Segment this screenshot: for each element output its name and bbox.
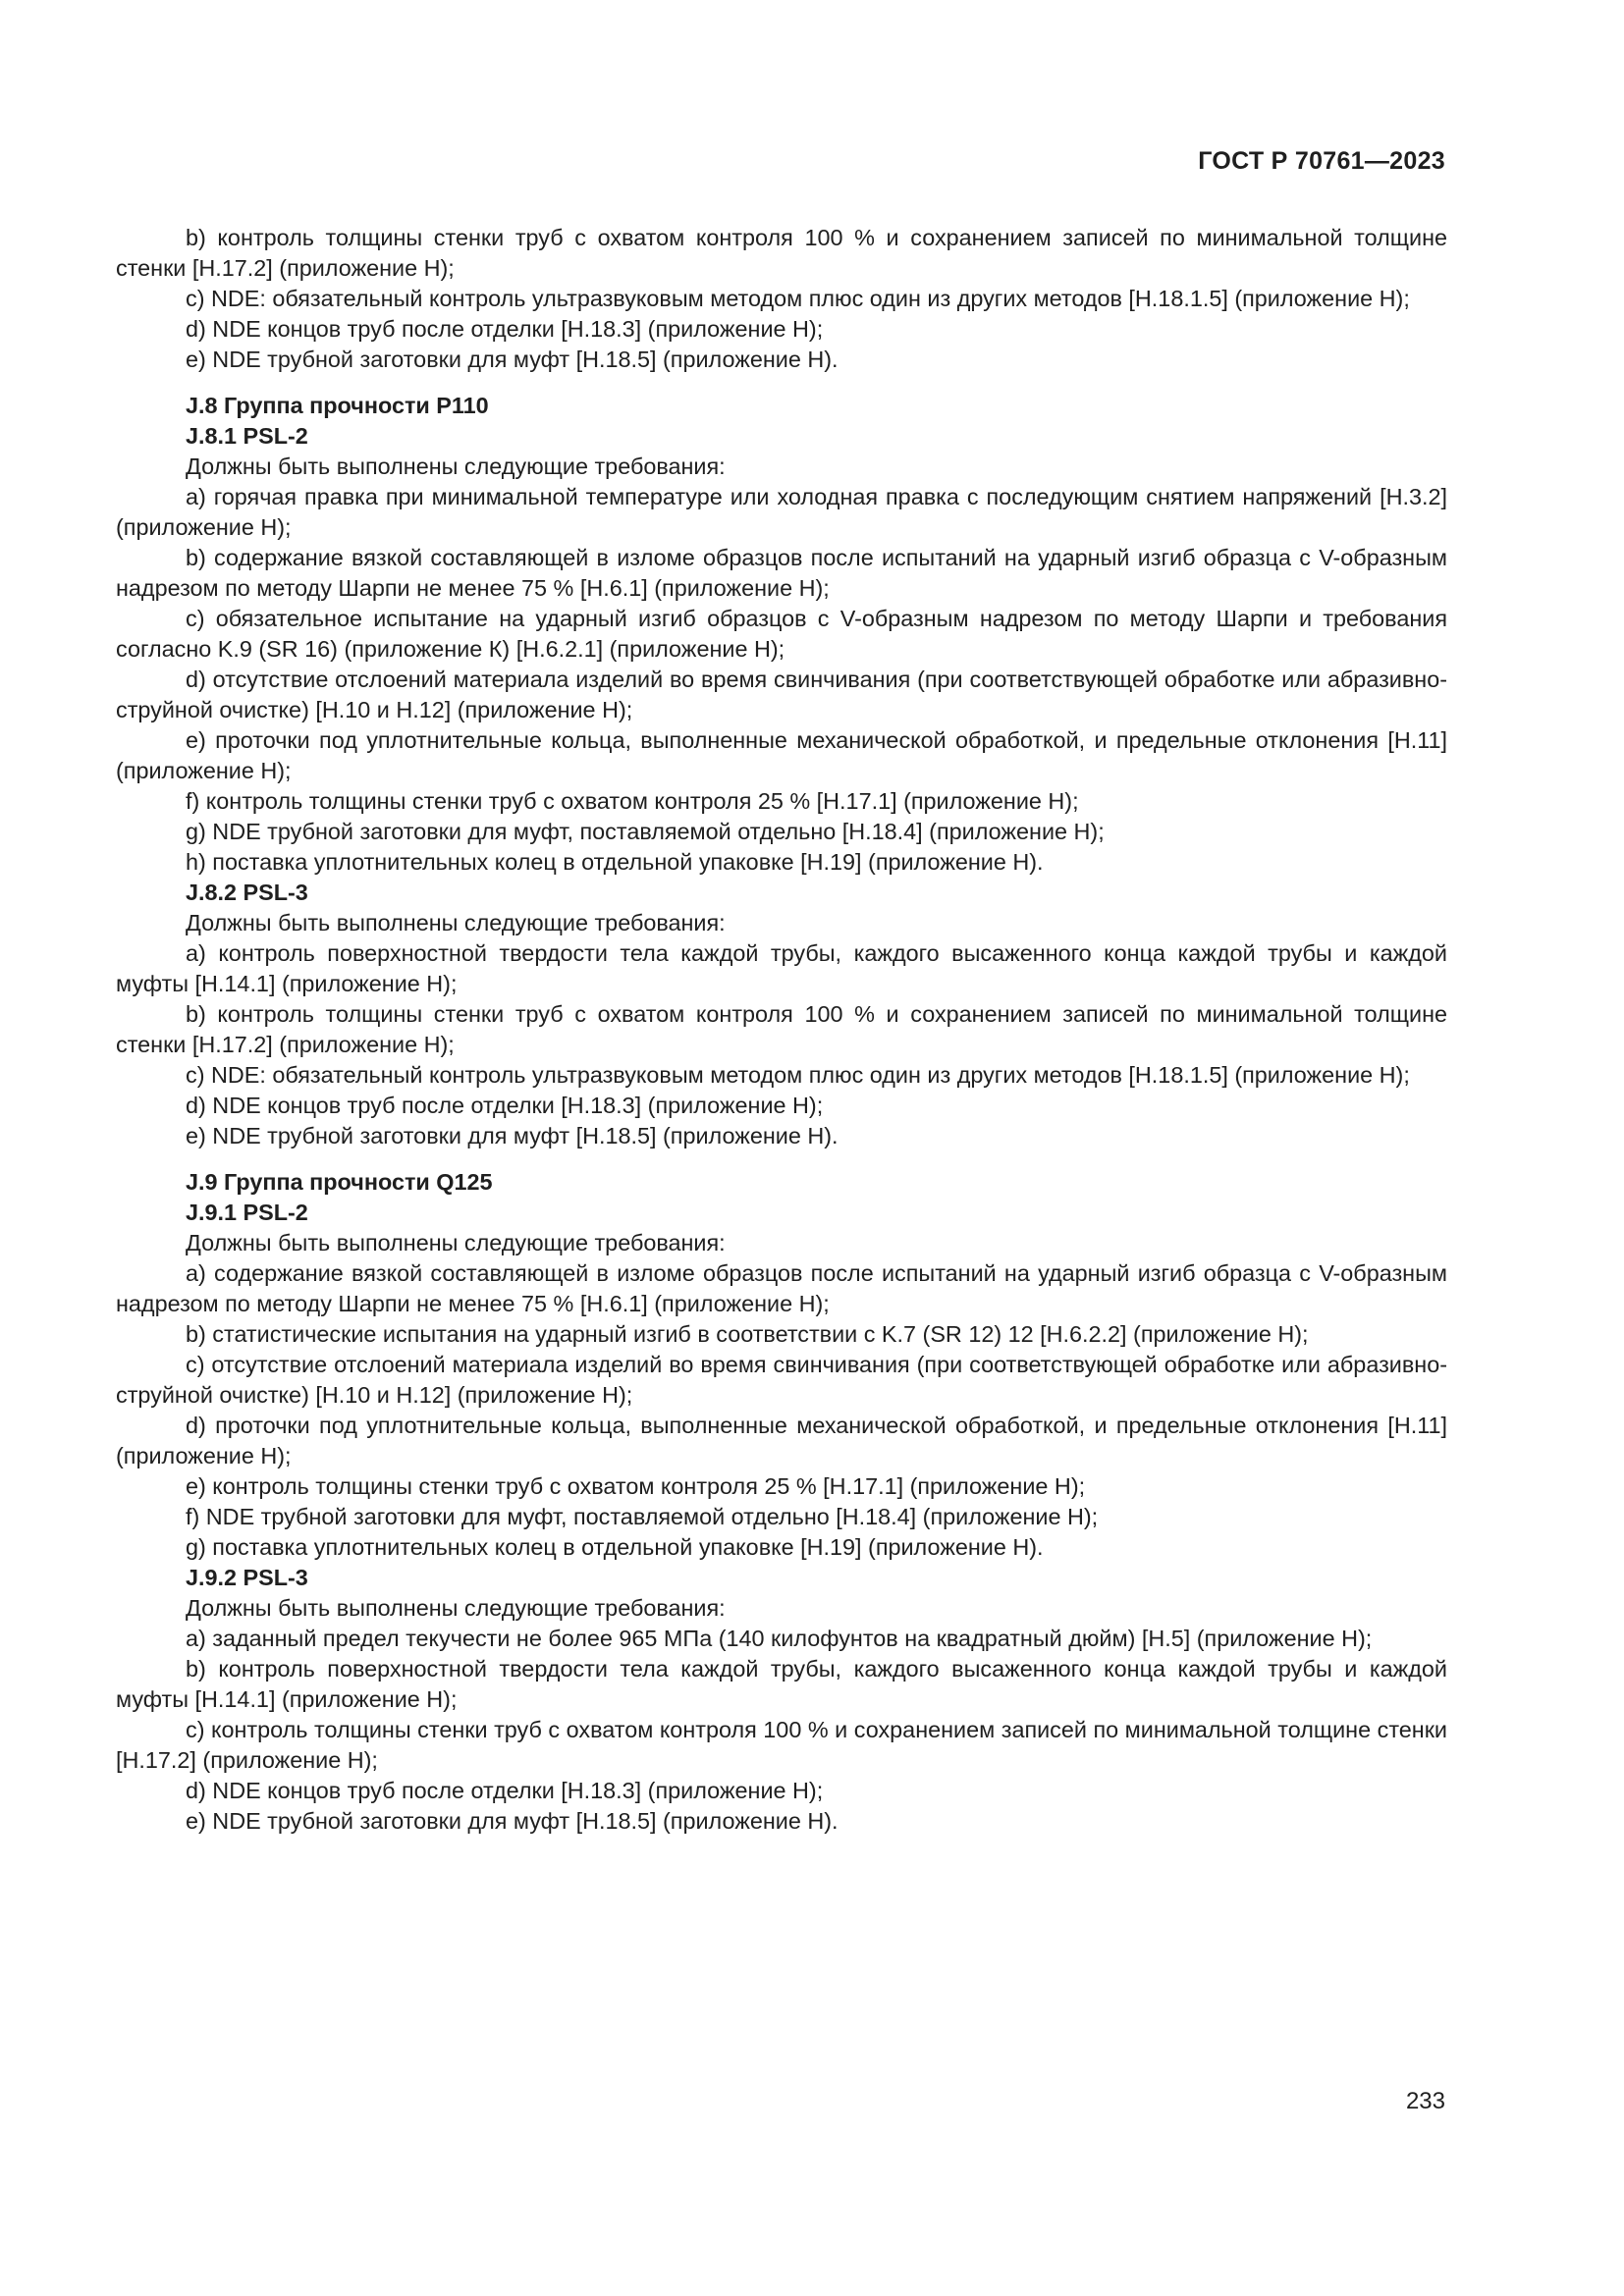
document-header: ГОСТ Р 70761—2023 xyxy=(1198,147,1445,175)
list-item: c) NDE: обязательный контроль ультразвуковым методом плюс один из других методов [Н.18.1.5] (приложение Н); xyxy=(186,1062,1410,1088)
list-item: d) проточки под уплотнительные кольца, выполненные механической обработкой, и предельные отклонения [Н.11] (приложение Н); xyxy=(116,1413,1447,1468)
list-item: h) поставка уплотнительных колец в отдельной упаковке [Н.19] (приложение Н). xyxy=(186,849,1044,875)
page-number: 233 xyxy=(1405,2088,1445,2114)
list-item: d) отсутствие отслоений материала изделий во время свинчивания (при соответствующей обработке или абразивно-струйной очистке) [Н.10 и Н.12] (приложение Н); xyxy=(116,667,1447,722)
section-heading-j8: J.8 Группа прочности P110 xyxy=(186,393,489,418)
requirements-intro: Должны быть выполнены следующие требования: xyxy=(186,1230,726,1255)
list-item: e) проточки под уплотнительные кольца, выполненные механической обработкой, и предельные отклонения [Н.11] (приложение Н); xyxy=(116,727,1447,783)
subsection-heading-j8-1: J.8.1 PSL-2 xyxy=(186,423,308,449)
list-item: g) NDE трубной заготовки для муфт, поставляемой отдельно [Н.18.4] (приложение Н); xyxy=(186,819,1105,844)
list-item: a) контроль поверхностной твердости тела каждой трубы, каждого высаженного конца каждой трубы и каждой муфты [Н.14.1] (приложение Н); xyxy=(116,940,1447,996)
list-item: a) содержание вязкой составляющей в изломе образцов после испытаний на ударный изгиб образца с V-образным надрезом по методу Шарпи не менее 75 % [Н.6.1] (приложение Н); xyxy=(116,1260,1447,1316)
list-item: b) статистические испытания на ударный изгиб в соответствии с K.7 (SR 12) 12 [Н.6.2.2] (приложение Н); xyxy=(186,1321,1309,1347)
list-item: a) горячая правка при минимальной температуре или холодная правка с последующим снятием напряжений [Н.3.2] (приложение Н); xyxy=(116,484,1447,540)
list-item: d) NDE концов труб после отделки [Н.18.3] (приложение Н); xyxy=(186,1778,824,1803)
subsection-heading-j8-2: J.8.2 PSL-3 xyxy=(186,880,308,905)
list-item: b) содержание вязкой составляющей в изломе образцов после испытаний на ударный изгиб образца с V-образным надрезом по методу Шарпи не менее 75 % [Н.6.1] (приложение Н); xyxy=(116,545,1447,601)
list-item: e) NDE трубной заготовки для муфт [Н.18.5] (приложение Н). xyxy=(186,1808,839,1834)
list-item: b) контроль поверхностной твердости тела каждой трубы, каждого высаженного конца каждой трубы и каждой муфты [Н.14.1] (приложение Н); xyxy=(116,1656,1447,1712)
list-item: e) NDE трубной заготовки для муфт [Н.18.5] (приложение Н). xyxy=(186,347,839,372)
requirements-intro: Должны быть выполнены следующие требования: xyxy=(186,910,726,935)
list-item: a) заданный предел текучести не более 965 МПа (140 килофунтов на квадратный дюйм) [Н.5] (приложение Н); xyxy=(186,1626,1373,1651)
subsection-heading-j9-1: J.9.1 PSL-2 xyxy=(186,1200,308,1225)
list-item: f) NDE трубной заготовки для муфт, поставляемой отдельно [Н.18.4] (приложение Н); xyxy=(186,1504,1099,1529)
requirements-intro: Должны быть выполнены следующие требования: xyxy=(186,454,726,479)
list-item: c) обязательное испытание на ударный изгиб образцов с V-образным надрезом по методу Шарпи и требования согласно K.9 (SR 16) (приложение К) [Н.6.2.1] (приложение Н); xyxy=(116,606,1447,662)
list-item: e) контроль толщины стенки труб с охватом контроля 25 % [Н.17.1] (приложение Н); xyxy=(186,1473,1086,1499)
list-item: c) отсутствие отслоений материала изделий во время свинчивания (при соответствующей обработке или абразивно-струйной очистке) [Н.10 и Н.12] (приложение Н); xyxy=(116,1352,1447,1408)
list-item: d) NDE концов труб после отделки [Н.18.3] (приложение Н); xyxy=(186,316,824,342)
page-content xyxy=(116,223,1447,1837)
list-item: b) контроль толщины стенки труб с охватом контроля 100 % и сохранением записей по минимальной толщине стенки [Н.17.2] (приложение Н); xyxy=(116,1001,1447,1057)
list-item: b) контроль толщины стенки труб с охватом контроля 100 % и сохранением записей по минимальной толщине стенки [Н.17.2] (приложение Н); xyxy=(116,225,1447,281)
list-item: e) NDE трубной заготовки для муфт [Н.18.5] (приложение Н). xyxy=(186,1123,839,1148)
requirements-intro: Должны быть выполнены следующие требования: xyxy=(186,1595,726,1621)
list-item: f) контроль толщины стенки труб с охватом контроля 25 % [Н.17.1] (приложение Н); xyxy=(186,788,1079,814)
list-item: c) контроль толщины стенки труб с охватом контроля 100 % и сохранением записей по минимальной толщине стенки [Н.17.2] (приложение Н); xyxy=(116,1717,1447,1773)
subsection-heading-j9-2: J.9.2 PSL-3 xyxy=(186,1565,308,1590)
section-heading-j9: J.9 Группа прочности Q125 xyxy=(186,1169,493,1195)
list-item: d) NDE концов труб после отделки [Н.18.3] (приложение Н); xyxy=(186,1093,824,1118)
list-item: g) поставка уплотнительных колец в отдельной упаковке [Н.19] (приложение Н). xyxy=(186,1534,1044,1560)
list-item: c) NDE: обязательный контроль ультразвуковым методом плюс один из других методов [Н.18.1.5] (приложение Н); xyxy=(186,286,1410,311)
